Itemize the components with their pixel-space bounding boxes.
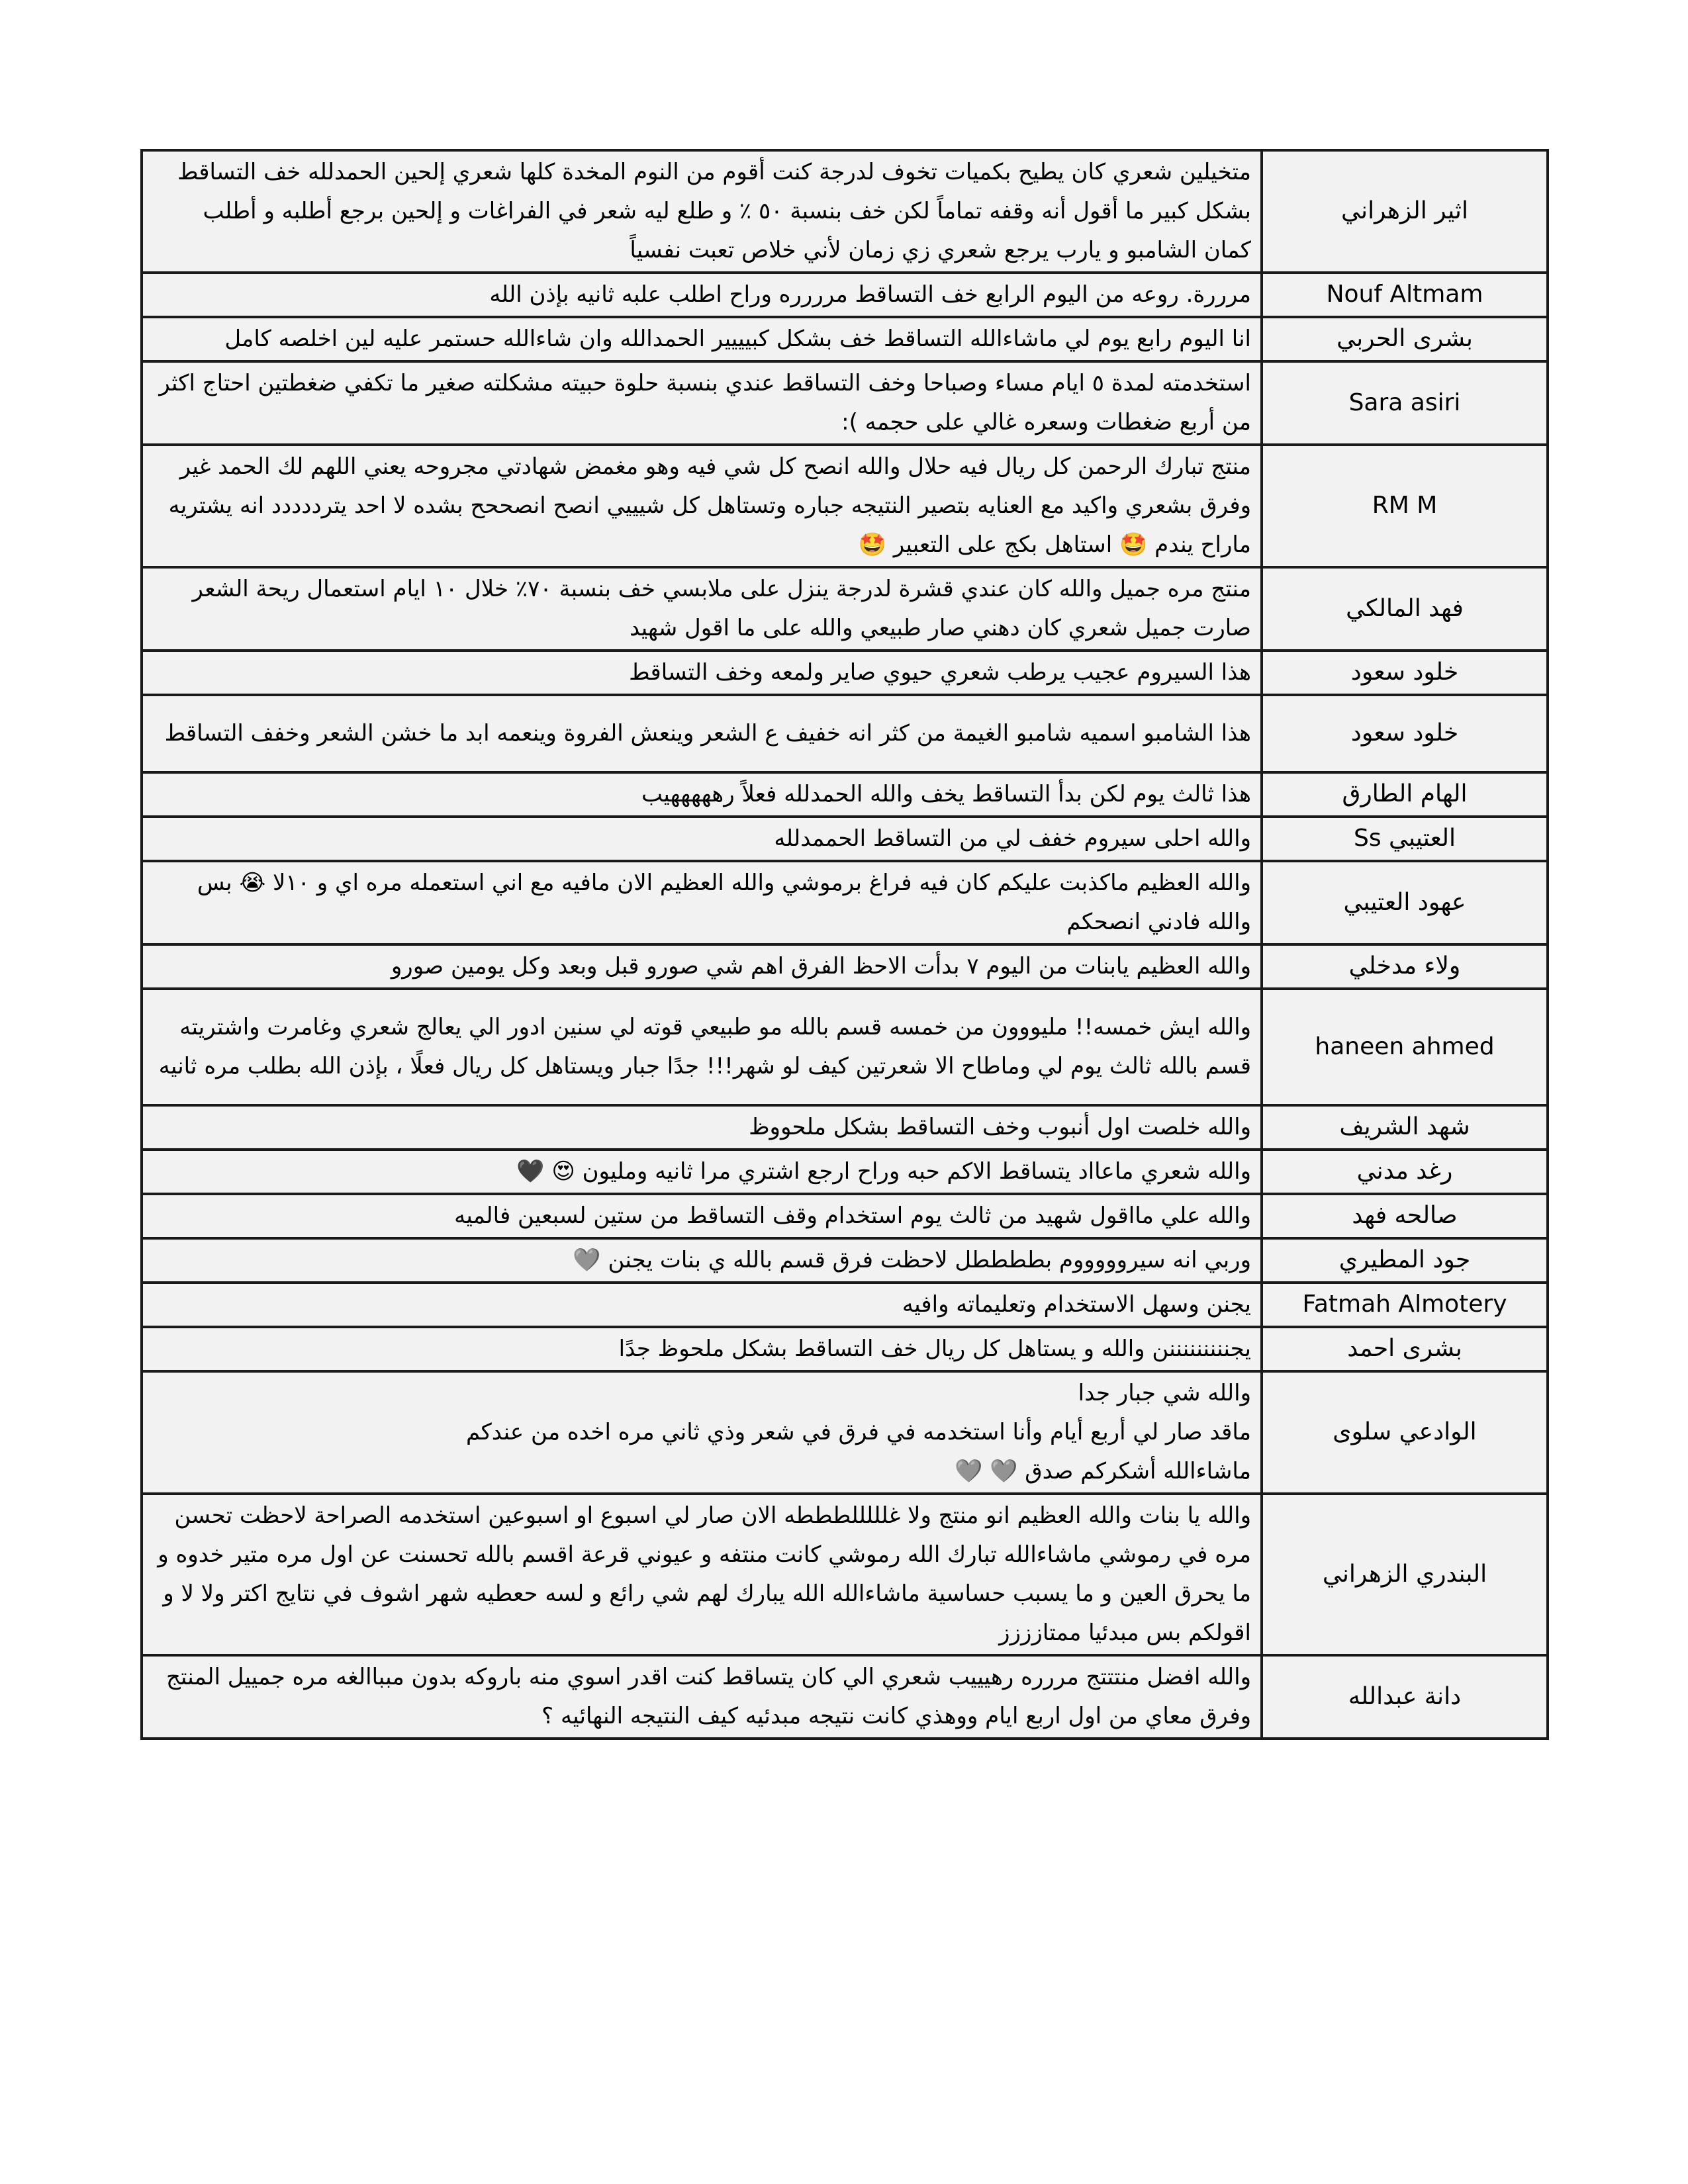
reviewer-name: ولاء مدخلي	[1262, 944, 1548, 989]
table-row	[142, 273, 1548, 317]
reviewer-name: بشرى احمد	[1262, 1327, 1548, 1371]
reviewer-name: اثير الزهراني	[1262, 150, 1548, 273]
review-comment: منتج مره جميل والله كان عندي قشرة لدرجة ينزل على ملابسي خف بنسبة ٧٠٪ خلال ١٠ ايام استعمال ريحة الشعر صارت جميل شعري كان دهني صار طبيعي والله على ما اقول شهيد	[142, 567, 1262, 651]
reviewer-name: شهد الشريف	[1262, 1105, 1548, 1150]
table-row	[142, 989, 1548, 1105]
reviewer-name: RM M	[1262, 445, 1548, 567]
review-comment: والله خلصت اول أنبوب وخف التساقط بشكل ملحووظ	[142, 1105, 1262, 1150]
review-comment: هذا الشامبو اسميه شامبو الغيمة من كثر انه خفيف ع الشعر وينعش الفروة وينعمه ابد ما خشن الشعر وخفف التساقط	[142, 695, 1262, 772]
reviewer-name: Nouf Altmam	[1262, 273, 1548, 317]
table-row	[142, 150, 1548, 273]
review-comment: وربي انه سيروووووم بططططل لاحظت فرق قسم بالله ي بنات يجنن 🩶	[142, 1238, 1262, 1283]
reviewer-name: خلود سعود	[1262, 651, 1548, 695]
reviewer-name: عهود العتيبي	[1262, 861, 1548, 944]
table-row	[142, 861, 1548, 944]
review-comment: والله علي مااقول شهيد من ثالث يوم استخدام وقف التساقط من ستين لسبعين فالميه	[142, 1194, 1262, 1238]
review-comment: هذا ثالث يوم لكن بدأ التساقط يخف والله الحمدلله فعلاً رهههههيب	[142, 772, 1262, 817]
review-comment: والله ايش خمسه!! مليووون من خمسه قسم بالله مو طبيعي قوته لي سنين ادور الي يعالج شعري وغامرت واشتريته قسم بالله ثالث يوم لي وماطاح الا شعرتين كيف لو شهر!!! جدًا جبار ويستاهل كل ريال فعلًا ، بإذن الله بطلب مره ثانيه	[142, 989, 1262, 1105]
reviewer-name: haneen ahmed	[1262, 989, 1548, 1105]
review-comment: والله العظيم يابنات من اليوم ٧ بدأت الاحظ الفرق اهم شي صورو قبل وبعد وكل يومين صورو	[142, 944, 1262, 989]
reviewer-name: Fatmah Almotery	[1262, 1283, 1548, 1327]
table-row	[142, 1327, 1548, 1371]
review-comment: والله احلى سيروم خفف لي من التساقط الحممدلله	[142, 817, 1262, 861]
review-comment: يجنننننننننن والله و يستاهل كل ريال خف التساقط بشكل ملحوظ جدًا	[142, 1327, 1262, 1371]
table-row	[142, 361, 1548, 445]
reviews-table	[140, 149, 1549, 1740]
reviewer-name: دانة عبدالله	[1262, 1655, 1548, 1739]
table-row	[142, 1194, 1548, 1238]
review-comment: منتج تبارك الرحمن كل ريال فيه حلال والله انصح كل شي فيه وهو مغمض شهادتي مجروحه يعني اللهم لك الحمد غير وفرق بشعري واكيد مع العنايه بتصير النتيجه جباره وتستاهل كل شيييي انصح انصححح بشده لا احد يترددددد انه يشتريه ماراح يندم 🤩 استاهل بكج على التعبير 🤩	[142, 445, 1262, 567]
review-comment: استخدمته لمدة ٥ ايام مساء وصباحا وخف التساقط عندي بنسبة حلوة حبيته مشكلته صغير ما تكفي ضغطتين احتاج اكثر من أربع ضغطات وسعره غالي على حجمه ):	[142, 361, 1262, 445]
review-comment: والله شي جبار جدا ماقد صار لي أربع أيام وأنا استخدمه في فرق في شعر وذي ثاني مره اخده من عندكم ماشاءالله أشكركم صدق 🩶 🩶	[142, 1371, 1262, 1494]
reviewer-name: بشرى الحربي	[1262, 317, 1548, 361]
reviewer-name: فهد المالكي	[1262, 567, 1548, 651]
table-row	[142, 567, 1548, 651]
reviewer-name: الهام الطارق	[1262, 772, 1548, 817]
table-row	[142, 1655, 1548, 1739]
review-comment: والله شعري ماعااد يتساقط الاكم حبه وراح ارجع اشتري مرا ثانيه ومليون 😍 🖤	[142, 1150, 1262, 1194]
review-comment: والله افضل منتتتج مررره رهيييب شعري الي كان يتساقط كنت اقدر اسوي منه باروكه بدون مبباالغه مره جمييل المنتج وفرق معاي من اول اربع ايام ووهذي كانت نتيجه مبدئيه كيف النتيجه النهائيه ؟	[142, 1655, 1262, 1739]
reviews-page	[140, 149, 1549, 1740]
review-comment: والله يا بنات والله العظيم انو منتج ولا غلللللطططه الان صار لي اسبوع او اسبوعين استخدمه الصراحة لاحظت تحسن مره في رموشي ماشاءالله تبارك الله رموشي كانت منتفه و عيوني قرعة اقسم بالله تحسنت عن اول مره متير خدوه و ما يحرق العين و ما يسبب حساسية ماشاءالله الله يبارك لهم شي رائع و لسه حعطيه شهر اشوف في نتايج اكتر ولا لا و اقولكم بس مبدئيا ممتازززز	[142, 1494, 1262, 1655]
reviewer-name: Sara asiri	[1262, 361, 1548, 445]
review-comment: يجنن وسهل الاستخدام وتعليماته وافيه	[142, 1283, 1262, 1327]
table-row	[142, 817, 1548, 861]
table-row	[142, 651, 1548, 695]
reviewer-name: خلود سعود	[1262, 695, 1548, 772]
reviewer-name: صالحه فهد	[1262, 1194, 1548, 1238]
review-comment: مرررة. روعه من اليوم الرابع خف التساقط مرررره وراح اطلب علبه ثانيه بإذن الله	[142, 273, 1262, 317]
table-row	[142, 317, 1548, 361]
table-row	[142, 445, 1548, 567]
table-row	[142, 1150, 1548, 1194]
reviewer-name: جود المطيري	[1262, 1238, 1548, 1283]
table-row	[142, 1371, 1548, 1494]
reviewer-name: رغد مدني	[1262, 1150, 1548, 1194]
table-row	[142, 1283, 1548, 1327]
table-row	[142, 944, 1548, 989]
reviewer-name: البندري الزهراني	[1262, 1494, 1548, 1655]
table-row	[142, 1238, 1548, 1283]
review-comment: متخيلين شعري كان يطيح بكميات تخوف لدرجة كنت أقوم من النوم المخدة كلها شعري إلحين الحمدلله خف التساقط بشكل كبير ما أقول أنه وقفه تماماً لكن خف بنسبة ٥٠ ٪ و طلع ليه شعر في الفراغات و إلحين برجع أطلبه و أطلب كمان الشامبو و يارب يرجع شعري زي زمان لأني خلاص تعبت نفسياً	[142, 150, 1262, 273]
table-row	[142, 695, 1548, 772]
review-comment: هذا السيروم عجيب يرطب شعري حيوي صاير ولمعه وخف التساقط	[142, 651, 1262, 695]
table-row	[142, 772, 1548, 817]
review-comment: والله العظيم ماكذبت عليكم كان فيه فراغ برموشي والله العظيم الان مافيه مع اني استعمله مره اي و ١٠لا 😭 بس والله فادني انصحكم	[142, 861, 1262, 944]
reviewer-name: العتيبي Ss	[1262, 817, 1548, 861]
reviewer-name: الوادعي سلوى	[1262, 1371, 1548, 1494]
review-comment: انا اليوم رابع يوم لي ماشاءالله التساقط خف بشكل كبيييير الحمدالله وان شاءالله حستمر عليه لين اخلصه كامل	[142, 317, 1262, 361]
table-row	[142, 1105, 1548, 1150]
table-row	[142, 1494, 1548, 1655]
